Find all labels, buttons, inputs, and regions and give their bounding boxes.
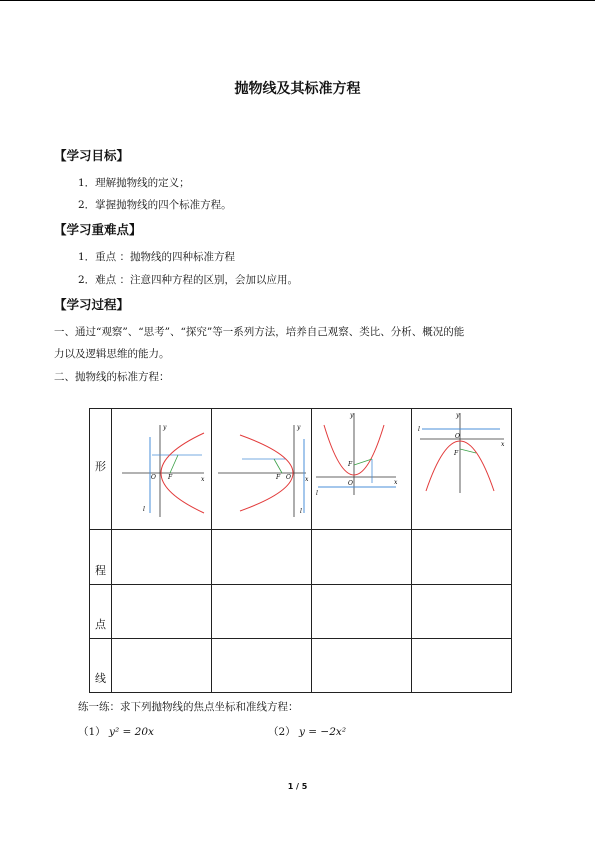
keypoint-item-1: 1．重点 ：抛物线的四种标准方程 <box>78 251 236 263</box>
parabola-down-graph <box>412 409 511 525</box>
y-label: y <box>297 424 301 431</box>
table-cell <box>412 639 512 693</box>
process-paragraph-1-line-2: 力以及逻辑思维的能力。 <box>54 348 170 360</box>
row-label-shape: 形 <box>90 409 112 530</box>
goal-item-1: 1．理解抛物线的定义； <box>78 177 190 189</box>
section-heading-goals: 【学习目标】 <box>54 148 130 163</box>
parabola-table <box>89 408 512 693</box>
table-cell <box>412 585 512 639</box>
origin-label: O <box>286 474 291 481</box>
x-label: x <box>305 476 309 483</box>
table-cell <box>312 585 412 639</box>
practice-question-1 <box>78 724 154 739</box>
focus-label: F <box>168 474 173 481</box>
table-cell <box>312 530 412 585</box>
row-label-focus: 点 <box>90 585 112 639</box>
table-cell <box>112 530 212 585</box>
question-2-number: （2） <box>268 726 296 738</box>
focus-label: F <box>348 461 353 468</box>
page-number: 1 / 5 <box>287 782 308 791</box>
parabola-right-graph <box>112 409 211 525</box>
focus-segment <box>274 459 282 473</box>
origin-label: O <box>348 480 353 487</box>
row-label-equation: 程 <box>90 530 112 585</box>
x-label: x <box>201 476 205 483</box>
section-heading-keypoints: 【学习重难点】 <box>54 222 142 237</box>
x-label: x <box>501 441 505 448</box>
process-paragraph-1-line-1: 一、通过“观察”、“思考”、“探究”等一系列方法，培养自己观察、类比、分析、概况的能 <box>54 326 465 338</box>
table-cell <box>212 585 312 639</box>
table-row-shape <box>90 409 512 530</box>
graph-cell-4 <box>412 409 512 530</box>
focus-label: F <box>276 474 281 481</box>
page-title: 抛物线及其标准方程 <box>234 81 361 97</box>
directrix-label: l <box>300 508 302 515</box>
directrix-label: l <box>316 490 318 497</box>
focus-segment <box>170 455 178 473</box>
table-cell <box>412 530 512 585</box>
row-label-directrix: 线 <box>90 639 112 693</box>
table-cell <box>312 639 412 693</box>
graph-cell-2 <box>212 409 312 530</box>
goal-item-2: 2．掌握抛物线的四个标准方程。 <box>78 199 232 211</box>
directrix-label: l <box>143 506 145 513</box>
focus-label: F <box>454 450 459 457</box>
process-paragraph-2: 二、抛物线的标准方程： <box>54 371 170 383</box>
table-cell <box>212 639 312 693</box>
origin-label: O <box>151 474 156 481</box>
question-1-number: （1） <box>78 726 106 738</box>
graph-cell-3 <box>312 409 412 530</box>
y-label: y <box>163 424 167 431</box>
y-label: y <box>350 412 354 419</box>
table-cell <box>212 530 312 585</box>
table-row-focus <box>90 585 512 639</box>
practice-question-2 <box>268 724 346 739</box>
y-label: y <box>456 412 460 419</box>
process-paragraph-1 <box>54 321 544 365</box>
parabola-up-graph <box>312 409 411 525</box>
header-rule <box>0 0 595 1</box>
table-row-directrix <box>90 639 512 693</box>
directrix-label: l <box>418 426 420 433</box>
keypoint-item-2: 2．难点 ：注意四种方程的区别，会加以应用。 <box>78 274 299 286</box>
section-heading-process: 【学习过程】 <box>54 297 130 312</box>
x-label: x <box>394 479 398 486</box>
parabola-left-graph <box>212 409 311 525</box>
origin-label: O <box>455 433 460 440</box>
question-2-equation: y = −2x² <box>299 726 347 738</box>
question-1-equation: y² = 20x <box>109 726 154 738</box>
table-cell <box>112 585 212 639</box>
table-row-equation <box>90 530 512 585</box>
practice-prompt: 练一练：求下列抛物线的焦点坐标和准线方程： <box>78 701 299 713</box>
table-cell <box>112 639 212 693</box>
graph-cell-1 <box>112 409 212 530</box>
